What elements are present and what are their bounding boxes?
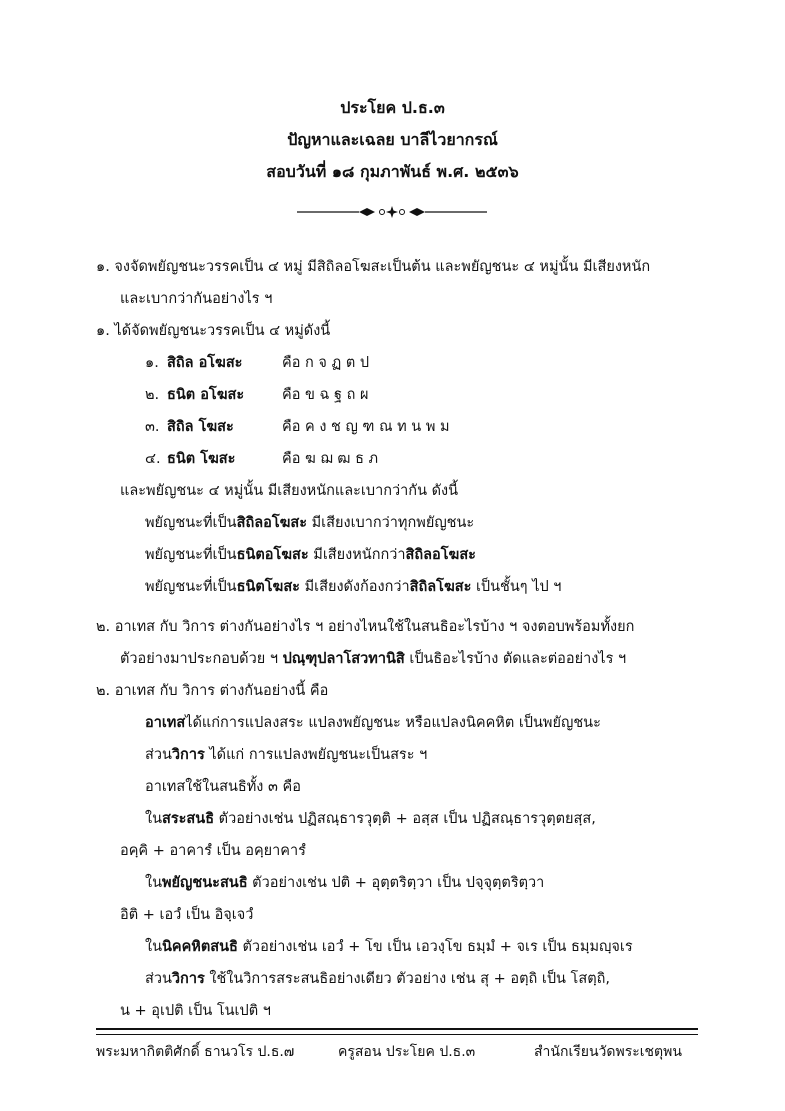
q2-answer-line: อาเทสใช้ในสนธิทั้ง ๓ คือ: [145, 779, 301, 795]
q1-detail-line1: พยัญชนะที่เป็นสิถิลอโฆสะ มีเสียงเบากว่าทุกพยัญชนะ: [145, 515, 475, 531]
header-subject: ปัญหาและเฉลย บาลีไวยากรณ์: [287, 130, 498, 149]
footer-author: พระมหากิตติศักดิ์ ธานวโร ป.ธ.๗: [96, 1044, 295, 1060]
q1-group-row: ๑. สิถิล อโฆสะ คือ ก จ ฏ ต ป: [145, 355, 370, 371]
q2-answer-line: ในนิคคหิตสนธิ ตัวอย่างเช่น เอวํ + โข เป็น เอวงฺโข ธมฺมํ + จเร เป็น ธมฺมญฺจเร: [145, 939, 633, 955]
q2-answer-intro: ๒. อาเทส กับ วิการ ต่างกันอย่างนี้ คือ: [96, 683, 329, 699]
q2-answer-line: อคฺคิ + อาคารํ เป็น อคฺยาคารํ: [120, 843, 306, 859]
document-header: [0, 92, 785, 188]
q2-answer-line: อิติ + เอวํ เป็น อิจฺเจวํ: [120, 907, 254, 923]
header-exam-date: สอบวันที่ ๑๘ กุมภาพันธ์ พ.ศ. ๒๕๓๖: [266, 162, 519, 181]
q1-group-row: ๓. สิถิล โฆสะ คือ ค ง ช ญ ฑ ณ ท น พ ม: [145, 419, 450, 435]
footer-rule-thin: [96, 1034, 698, 1035]
q2-answer-line: ส่วนวิการ ได้แก่ การแปลงพยัญชนะเป็นสระ ฯ: [145, 747, 428, 763]
q1-answer-intro: ๑. ได้จัดพยัญชนะวรรคเป็น ๔ หมู่ดังนี้: [96, 323, 331, 339]
footer-institution: สำนักเรียนวัดพระเชตุพน: [534, 1044, 682, 1060]
q1-group-row: ๔. ธนิต โฆสะ คือ ฆ ฌ ฒ ธ ภ: [145, 451, 379, 467]
footer-rule-thick: [96, 1028, 698, 1030]
q2-answer-line: ส่วนวิการ ใช้ในวิการสระสนธิอย่างเดียว ตัวอย่าง เช่น สุ + อตฺถิ เป็น โสตฺถิ,: [145, 971, 610, 987]
q2-question-line1: ๒. อาเทส กับ วิการ ต่างกันอย่างไร ฯ อย่างไหนใช้ในสนธิอะไรบ้าง ฯ จงตอบพร้อมทั้งยก: [96, 619, 635, 635]
q2-answer-line: น + อุเปติ เป็น โนเปติ ฯ: [120, 1003, 271, 1019]
q2-answer-line: ในสระสนธิ ตัวอย่างเช่น ปฏิสณฺธารวุตฺติ + อสฺส เป็น ปฏิสณฺธารวุตฺตยสฺส,: [145, 811, 596, 827]
q1-detail-line3: พยัญชนะที่เป็นธนิตโฆสะ มีเสียงดังก้องกว่าสิถิลโฆสะ เป็นชั้นๆ ไป ฯ: [145, 579, 562, 595]
q2-answer-line: ในพยัญชนะสนธิ ตัวอย่างเช่น ปติ + อุตฺตริตฺวา เป็น ปจฺจุตฺตริตฺวา: [145, 875, 545, 891]
q1-group-row: ๒. ธนิต อโฆสะ คือ ข ฉ ฐ ถ ผ: [145, 387, 369, 403]
q1-summary: และพยัญชนะ ๔ หมู่นั้น มีเสียงหนักและเบากว่ากัน ดังนี้: [120, 483, 458, 499]
q1-question-line1: ๑. จงจัดพยัญชนะวรรคเป็น ๔ หมู่ มีสิถิลอโฆสะเป็นต้น และพยัญชนะ ๔ หมู่นั้น มีเสียงหนัก: [96, 259, 651, 275]
footer-role: ครูสอน ประโยค ป.ธ.๓: [338, 1044, 476, 1060]
header-title: ประโยค ป.ธ.๓: [340, 98, 445, 117]
q2-question-line2: ตัวอย่างมาประกอบด้วย ฯ ปณฺฑุปลาโสวทานิสิ เป็นธิอะไรบ้าง ตัดและต่ออย่างไร ฯ: [120, 651, 627, 667]
q1-question-line2: และเบากว่ากันอย่างไร ฯ: [120, 291, 273, 307]
q2-answer-line: อาเทสได้แก่การแปลงสระ แปลงพยัญชนะ หรือแปลงนิคคหิต เป็นพยัญชนะ: [145, 715, 601, 731]
ornament-divider: [297, 203, 487, 221]
q1-detail-line2: พยัญชนะที่เป็นธนิตอโฆสะ มีเสียงหนักกว่าสิถิลอโฆสะ: [145, 547, 476, 563]
